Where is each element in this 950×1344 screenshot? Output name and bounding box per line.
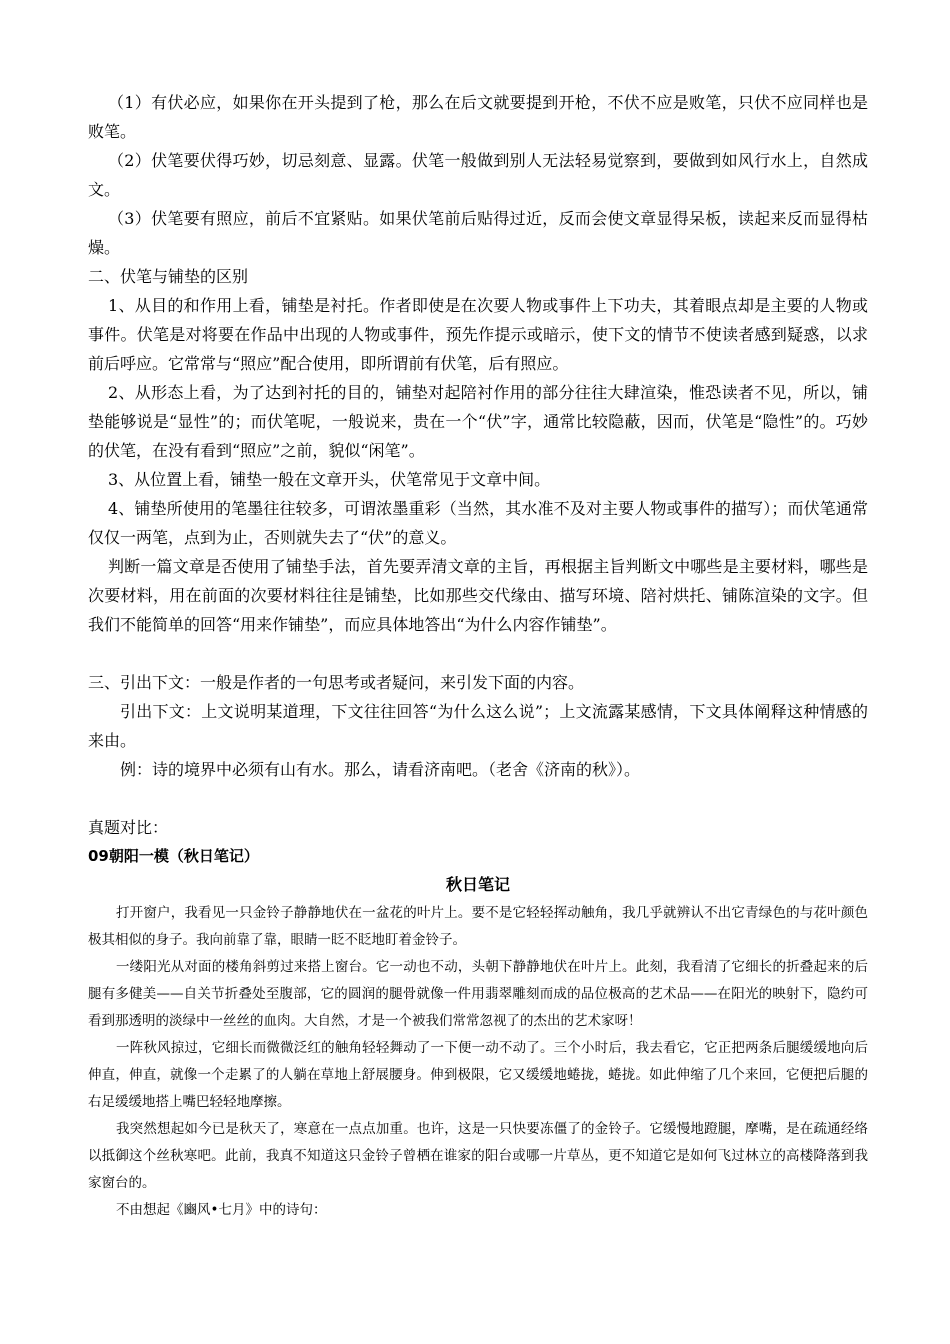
section2-item-4: 4、铺垫所使用的笔墨往往较多，可谓浓墨重彩（当然，其水准不及对主要人物或事件的描写）；而伏笔通常仅仅一两笔，点到为止，否则就失去了“伏”的意义。 bbox=[88, 499, 868, 547]
spacer bbox=[88, 639, 868, 668]
point-2: （2）伏笔要伏得巧妙，切忌刻意、显露。伏笔一般做到别人无法轻易觉察到，要做到如风行水上，自然成文。 bbox=[88, 151, 868, 199]
essay-paragraph-2: 一缕阳光从对面的楼角斜剪过来搭上窗台。它一动也不动，头朝下静静地伏在叶片上。此刻，我看清了它细长的折叠起来的后腿有多健美——自关节折叠处至腹部，它的圆润的腿骨就像一件用翡翠雕刻而成的品位极高的艺术品——在阳光的映射下，隐约可看到那透明的淡绿中一丝丝的血肉。大自然，才是一个被我们常常忽视了的杰出的艺术家呀！ bbox=[88, 959, 868, 1029]
essay-title: 秋日笔记 bbox=[445, 875, 510, 894]
essay-paragraph-4: 我突然想起如今已是秋天了，寒意在一点点加重。也许，这是一只快要冻僵了的金铃子。它缓慢地蹬腿，摩嘴，是在疏通经络以抵御这个丝秋寒吧。此前，我真不知道这只金铃子曾栖在谁家的阳台或哪一片草丛，更不知道它是如何飞过林立的高楼降落到我家窗台的。 bbox=[88, 1121, 868, 1191]
section2-item-2: 2、从形态上看，为了达到衬托的目的，铺垫对起陪衬作用的部分往往大肆渲染，惟恐读者不见，所以，铺垫能够说是“显性”的；而伏笔呢，一般说来，贵在一个“伏”字，通常比较隐蔽，因而，伏笔是“隐性”的。巧妙的伏笔，在没有看到“照应”之前，貌似“闲笔”。 bbox=[88, 383, 868, 460]
essay-paragraph-3: 一阵秋风掠过，它细长而微微泛红的触角轻轻舞动了一下便一动不动了。三个小时后，我去看它，它正把两条后腿缓缓地向后伸直，伸直，就像一个走累了的人躺在草地上舒展腰身。伸到极限，它又缓缓地蜷拢，蜷拢。如此伸缩了几个来回，它便把后腿的右足缓缓地搭上嘴巴轻轻地摩擦。 bbox=[88, 1040, 868, 1110]
point-3: （3）伏笔要有照应，前后不宜紧贴。如果伏笔前后贴得过近，反而会使文章显得呆板，读起来反而显得枯燥。 bbox=[88, 209, 868, 257]
section3-heading: 三、引出下文：一般是作者的一句思考或者疑问，来引发下面的内容。 bbox=[88, 673, 585, 692]
compare-label: 真题对比： bbox=[88, 818, 169, 837]
section3-example: 例：诗的境界中必须有山有水。那么，请看济南吧。（老舍《济南的秋》）。 bbox=[120, 760, 641, 779]
section3-detail: 引出下文：上文说明某道理，下文往往回答“为什么这么说”；上文流露某感情，下文具体阐释这种情感的来由。 bbox=[88, 702, 868, 750]
section2-judge: 判断一篇文章是否使用了铺垫手法，首先要弄清文章的主旨，再根据主旨判断文中哪些是主要材料，哪些是次要材料，用在前面的次要材料往往是铺垫，比如那些交代缘由、描写环境、陪衬烘托、铺陈渲染的文字。但我们不能简单的回答“用来作铺垫”，而应具体地答出“为什么内容作铺垫”。 bbox=[88, 557, 868, 634]
spacer bbox=[88, 784, 868, 813]
section2-item-3: 3、从位置上看，铺垫一般在文章开头，伏笔常见于文章中间。 bbox=[108, 470, 551, 489]
essay-paragraph-1: 打开窗户，我看见一只金铃子静静地伏在一盆花的叶片上。要不是它轻轻挥动触角，我几乎就辨认不出它青绿色的与花叶颜色极其相似的身子。我向前靠了靠，眼睛一眨不眨地盯着金铃子。 bbox=[88, 905, 868, 948]
document-page bbox=[88, 88, 868, 1224]
section2-item-1: 1、从目的和作用上看，铺垫是衬托。作者即使是在次要人物或事件上下功夫，其着眼点却是主要的人物或事件。伏笔是对将要在作品中出现的人物或事件，预先作提示或暗示，使下文的情节不使读者感到疑惑，以求前后呼应。它常常与“照应”配合使用，即所谓前有伏笔，后有照应。 bbox=[88, 296, 868, 373]
essay-paragraph-5: 不由想起《豳风•七月》中的诗句： bbox=[116, 1202, 327, 1218]
section2-heading: 二、伏笔与铺垫的区别 bbox=[88, 267, 249, 286]
exam-title: 09朝阳一模（秋日笔记） bbox=[88, 847, 259, 865]
point-1: （1）有伏必应，如果你在开头提到了枪，那么在后文就要提到开枪，不伏不应是败笔，只伏不应同样也是败笔。 bbox=[88, 93, 868, 141]
